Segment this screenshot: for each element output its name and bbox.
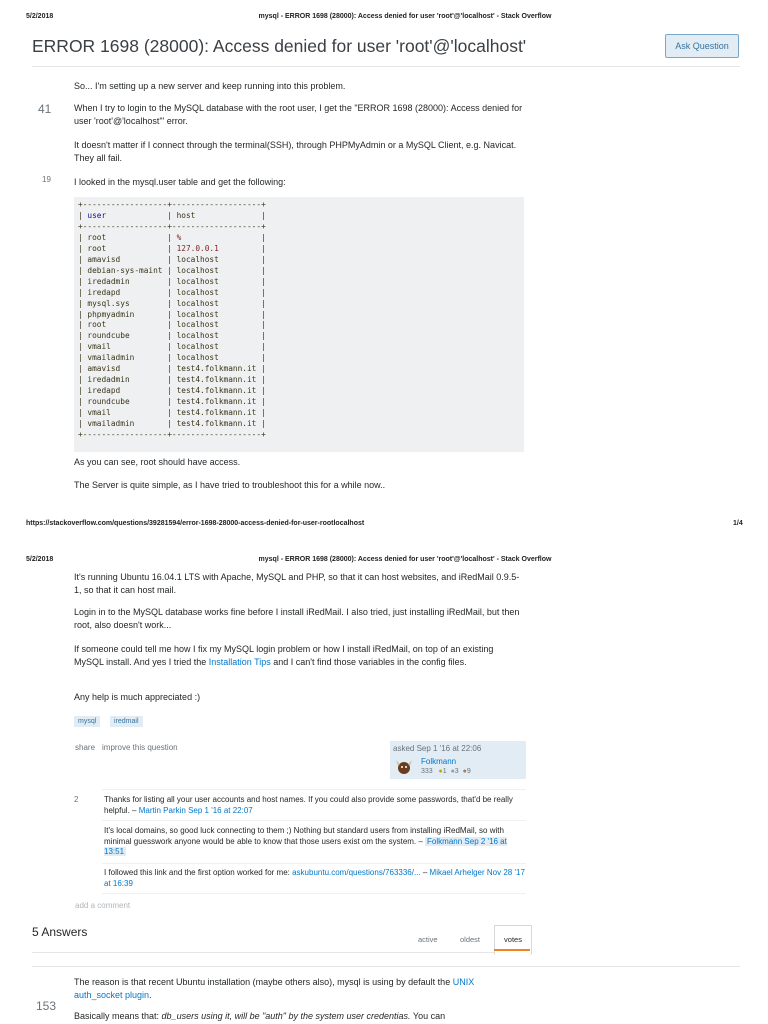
favorite-count: 19 <box>42 175 51 184</box>
question-paragraph: So... I'm setting up a new server and keep running into this problem. <box>74 81 346 91</box>
print-header-title: mysql - ERROR 1698 (28000): Access denied for user 'root'@'localhost' - Stack Overflow <box>258 13 552 20</box>
question-paragraph: When I try to login to the MySQL database with the root user, I get the "ERROR 1698 (28000): Access denied for user 'root'@'localhost'" error. <box>74 103 523 126</box>
tab-votes[interactable]: votes <box>494 925 532 955</box>
comment: It's local domains, so good luck connecting to them ;) Nothing but standard users from installing iRedMail, so with minimal guesswork anyone would be able to know that those users exist om the system. – Folkmann Sep 2 '16 at 13:51 <box>104 826 507 856</box>
comment-divider <box>102 863 526 864</box>
question-paragraph: If someone could tell me how I fix my MySQL login problem or how I install iRedMail, on top of an existing MySQL install. And yes I tried the Installation Tips and I can't find those variables in the config files. <box>74 644 494 667</box>
question-paragraph: As you can see, root should have access. <box>74 457 241 467</box>
ask-question-button[interactable]: Ask Question <box>665 34 739 58</box>
asked-time: asked Sep 1 '16 at 22:06 <box>393 744 482 753</box>
code-row: | root | % | <box>78 232 266 242</box>
code-row: | vmailadmin | localhost | <box>78 353 266 363</box>
code-row: | phpmyadmin | localhost | <box>78 309 266 319</box>
question-vote-count: 41 <box>38 102 52 116</box>
comment-user-link[interactable]: Folkmann <box>427 836 463 846</box>
code-row: | vmail | localhost | <box>78 342 266 352</box>
question-title[interactable]: ERROR 1698 (28000): Access denied for user 'root'@'localhost' <box>32 36 527 56</box>
print-header-date: 5/2/2018 <box>26 13 54 20</box>
question-paragraph: The Server is quite simple, as I have tried to troubleshoot this for a while now.. <box>74 480 386 490</box>
comment-user-link[interactable]: Mikael Arhelger <box>429 868 485 877</box>
question-paragraph: It's running Ubuntu 16.04.1 LTS with Apache, MySQL and PHP, so that it can host websites, and iRedMail 0.9.5-1, so that it can host mail. <box>74 572 520 595</box>
code-row: | iredadmin | test4.folkmann.it | <box>78 375 266 385</box>
answers-divider <box>32 952 530 953</box>
add-comment-link[interactable]: add a comment <box>75 901 131 910</box>
code-header-user: user <box>87 210 107 220</box>
avatar[interactable] <box>394 756 414 776</box>
code-row: | amavisd | localhost | <box>78 254 266 264</box>
code-border: +------------------+-------------------+ <box>78 200 266 209</box>
print-header-title: mysql - ERROR 1698 (28000): Access denied for user 'root'@'localhost' - Stack Overflow <box>258 556 552 563</box>
code-border: +------------------+-------------------+ <box>78 221 266 231</box>
tag-mysql[interactable]: mysql <box>74 716 100 727</box>
comment-divider <box>102 820 526 821</box>
code-border: +------------------+-------------------+ <box>78 430 266 440</box>
code-row: | amavisd | test4.folkmann.it | <box>78 364 266 374</box>
share-link[interactable]: share <box>75 743 96 752</box>
code-header-host: host <box>176 210 196 220</box>
askubuntu-link[interactable]: askubuntu.com/questions/763336/... <box>292 868 421 877</box>
comment-date[interactable]: Sep 2 '16 at 13:51 <box>104 836 507 856</box>
code-row: | iredadmin | localhost | <box>78 276 266 286</box>
tab-oldest[interactable]: oldest <box>460 935 481 944</box>
comment-score: 2 <box>74 795 79 804</box>
code-row: | root | 127.0.0.1 | <box>78 243 266 253</box>
auth-socket-link[interactable]: UNIX auth_socket plugin <box>74 977 475 1000</box>
answer-divider <box>32 966 740 967</box>
code-row: | iredapd | test4.folkmann.it | <box>78 386 266 396</box>
comment-date[interactable]: Sep 1 '16 at 22:07 <box>188 805 253 815</box>
code-block: +------------------+-------------------+ | user | host | +------------------+-------------------+ | root | % | | root | 127.0.0.1 | | amavisd | localhost | | debian-sys-maint | localhost | | iredadmin | localhost | | iredapd | localhost | | mysql.sys | localhost | | phpmyadmin | localhost | | root | localhost | | roundcube | localhost | | vmail | localhost | | vmailadmin | localhost | | amavisd | test4.folkmann.it | | iredadmin | test4.folkmann.it | | iredapd | test4.folkmann.it | | roundcube | test4.folkmann.it | | vmail | test4.folkmann.it | | vmailadmin | test4.folkmann.it | +------------------+-------------------+ <box>74 197 524 452</box>
comment: I followed this link and the first option worked for me: askubuntu.com/questions/763336/... – Mikael Arhelger Nov 28 '17 at 16:39 <box>104 868 525 888</box>
answers-header: 5 Answers <box>32 925 88 939</box>
print-footer-url: https://stackoverflow.com/questions/39281594/error-1698-28000-access-denied-for-user-rootlocalhost <box>26 520 365 527</box>
title-divider <box>32 66 740 67</box>
improve-question-link[interactable]: improve this question <box>102 743 178 752</box>
answer-paragraph: The reason is that recent Ubuntu installation (maybe others also), mysql is using by default the UNIX auth_socket plugin. <box>74 977 475 1000</box>
code-row: | vmailadmin | test4.folkmann.it | <box>78 419 266 429</box>
question-paragraph: Login in to the MySQL database works fine before I install iRedMail. I also tried, just installing iRedMail, but then root, also doesn't work... <box>74 607 520 630</box>
answer-paragraph: Basically means that: db_users using it, will be "auth" by the system user credentias. You can <box>74 1011 446 1021</box>
comment-divider <box>102 789 526 790</box>
question-paragraph: I looked in the mysql.user table and get the following: <box>74 177 286 187</box>
tag-iredmail[interactable]: iredmail <box>110 716 143 727</box>
comment-divider <box>102 893 526 894</box>
owner-card <box>390 741 526 779</box>
comment-user-link[interactable]: Martin Parkin <box>138 805 186 815</box>
code-row: | vmail | test4.folkmann.it | <box>78 408 266 418</box>
code-row: | debian-sys-maint | localhost | <box>78 265 266 275</box>
owner-reputation: 333 ●1 ●3 ●9 <box>421 768 471 775</box>
installation-tips-link[interactable]: Installation Tips <box>208 656 271 667</box>
code-row: | mysql.sys | localhost | <box>78 298 266 308</box>
comment-date[interactable]: Nov 28 '17 at 16:39 <box>104 868 525 888</box>
code-row: | roundcube | test4.folkmann.it | <box>78 397 266 407</box>
question-paragraph: It doesn't matter if I connect through the terminal(SSH), through PHPMyAdmin or a MySQL Client, e.g. Navicat. They all fail. <box>74 140 517 163</box>
owner-name-link[interactable]: Folkmann <box>421 757 457 766</box>
tab-active[interactable]: active <box>418 935 438 944</box>
code-rows <box>78 233 266 428</box>
tab-votes-indicator <box>494 949 530 951</box>
question-paragraph: Any help is much appreciated :) <box>74 692 201 702</box>
print-footer-page: 1/4 <box>733 520 743 527</box>
code-row: | root | localhost | <box>78 320 266 330</box>
print-header-date: 5/2/2018 <box>26 556 54 563</box>
code-row: | roundcube | localhost | <box>78 331 266 341</box>
code-row: | iredapd | localhost | <box>78 287 266 297</box>
answer-vote-count: 153 <box>36 999 57 1013</box>
comment: Thanks for listing all your user accounts and host names. If you could also provide some passwords, that'd be really helpful. – Martin Parkin Sep 1 '16 at 22:07 <box>104 795 513 815</box>
